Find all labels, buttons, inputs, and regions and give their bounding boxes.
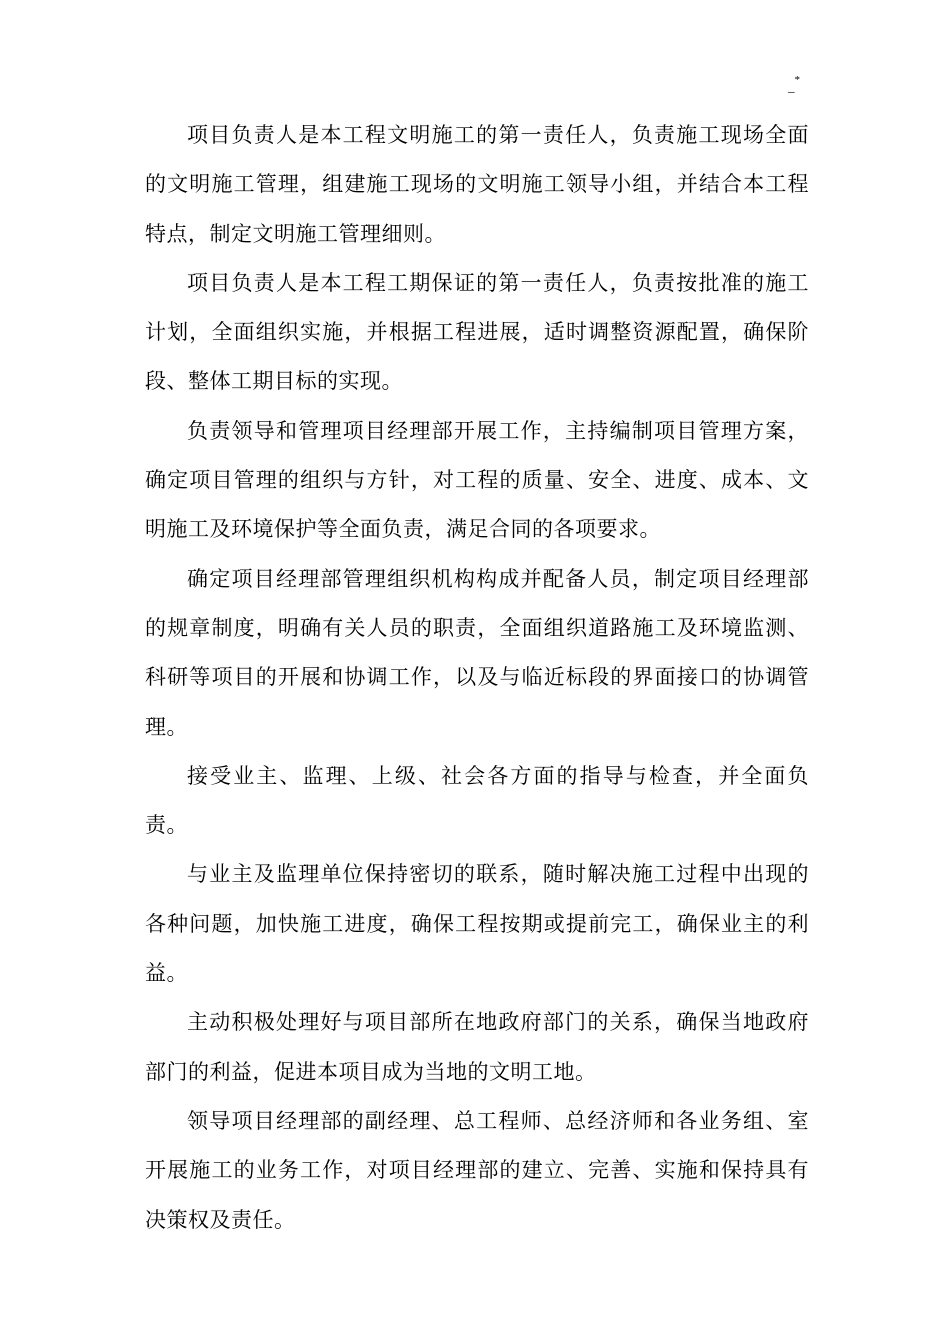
- header-mark-star: *: [794, 74, 800, 86]
- header-mark: [788, 72, 800, 95]
- paragraph: 项目负责人是本工程文明施工的第一责任人，负责施工现场全面的文明施工管理，组建施工现场的文明施工领导小组，并结合本工程特点，制定文明施工管理细则。: [145, 123, 809, 246]
- paragraph: 与业主及监理单位保持密切的联系，随时解决施工过程中出现的各种问题，加快施工进度，确保工程按期或提前完工，确保业主的利益。: [145, 862, 809, 986]
- paragraph: 领导项目经理部的副经理、总工程师、总经济师和各业务组、室开展施工的业务工作，对项目经理部的建立、完善、实施和保持具有决策权及责任。: [145, 1108, 809, 1232]
- paragraph: 主动积极处理好与项目部所在地政府部门的关系，确保当地政府部门的利益，促进本项目成为当地的文明工地。: [145, 1010, 809, 1084]
- body-text: [145, 111, 809, 1245]
- paragraph: 接受业主、监理、上级、社会各方面的指导与检查，并全面负责。: [145, 763, 809, 838]
- paragraph: 项目负责人是本工程工期保证的第一责任人，负责按批准的施工计划，全面组织实施，并根据工程进展，适时调整资源配置，确保阶段、整体工期目标的实现。: [145, 270, 809, 394]
- paragraph: 确定项目经理部管理组织机构构成并配备人员，制定项目经理部的规章制度，明确有关人员的职责，全面组织道路施工及环境监测、科研等项目的开展和协调工作，以及与临近标段的界面接口的协调管理。: [145, 566, 809, 739]
- header-mark-underscore: _: [788, 79, 795, 94]
- paragraph: 负责领导和管理项目经理部开展工作，主持编制项目管理方案，确定项目管理的组织与方针，对工程的质量、安全、进度、成本、文明施工及环境保护等全面负责，满足合同的各项要求。: [145, 418, 809, 542]
